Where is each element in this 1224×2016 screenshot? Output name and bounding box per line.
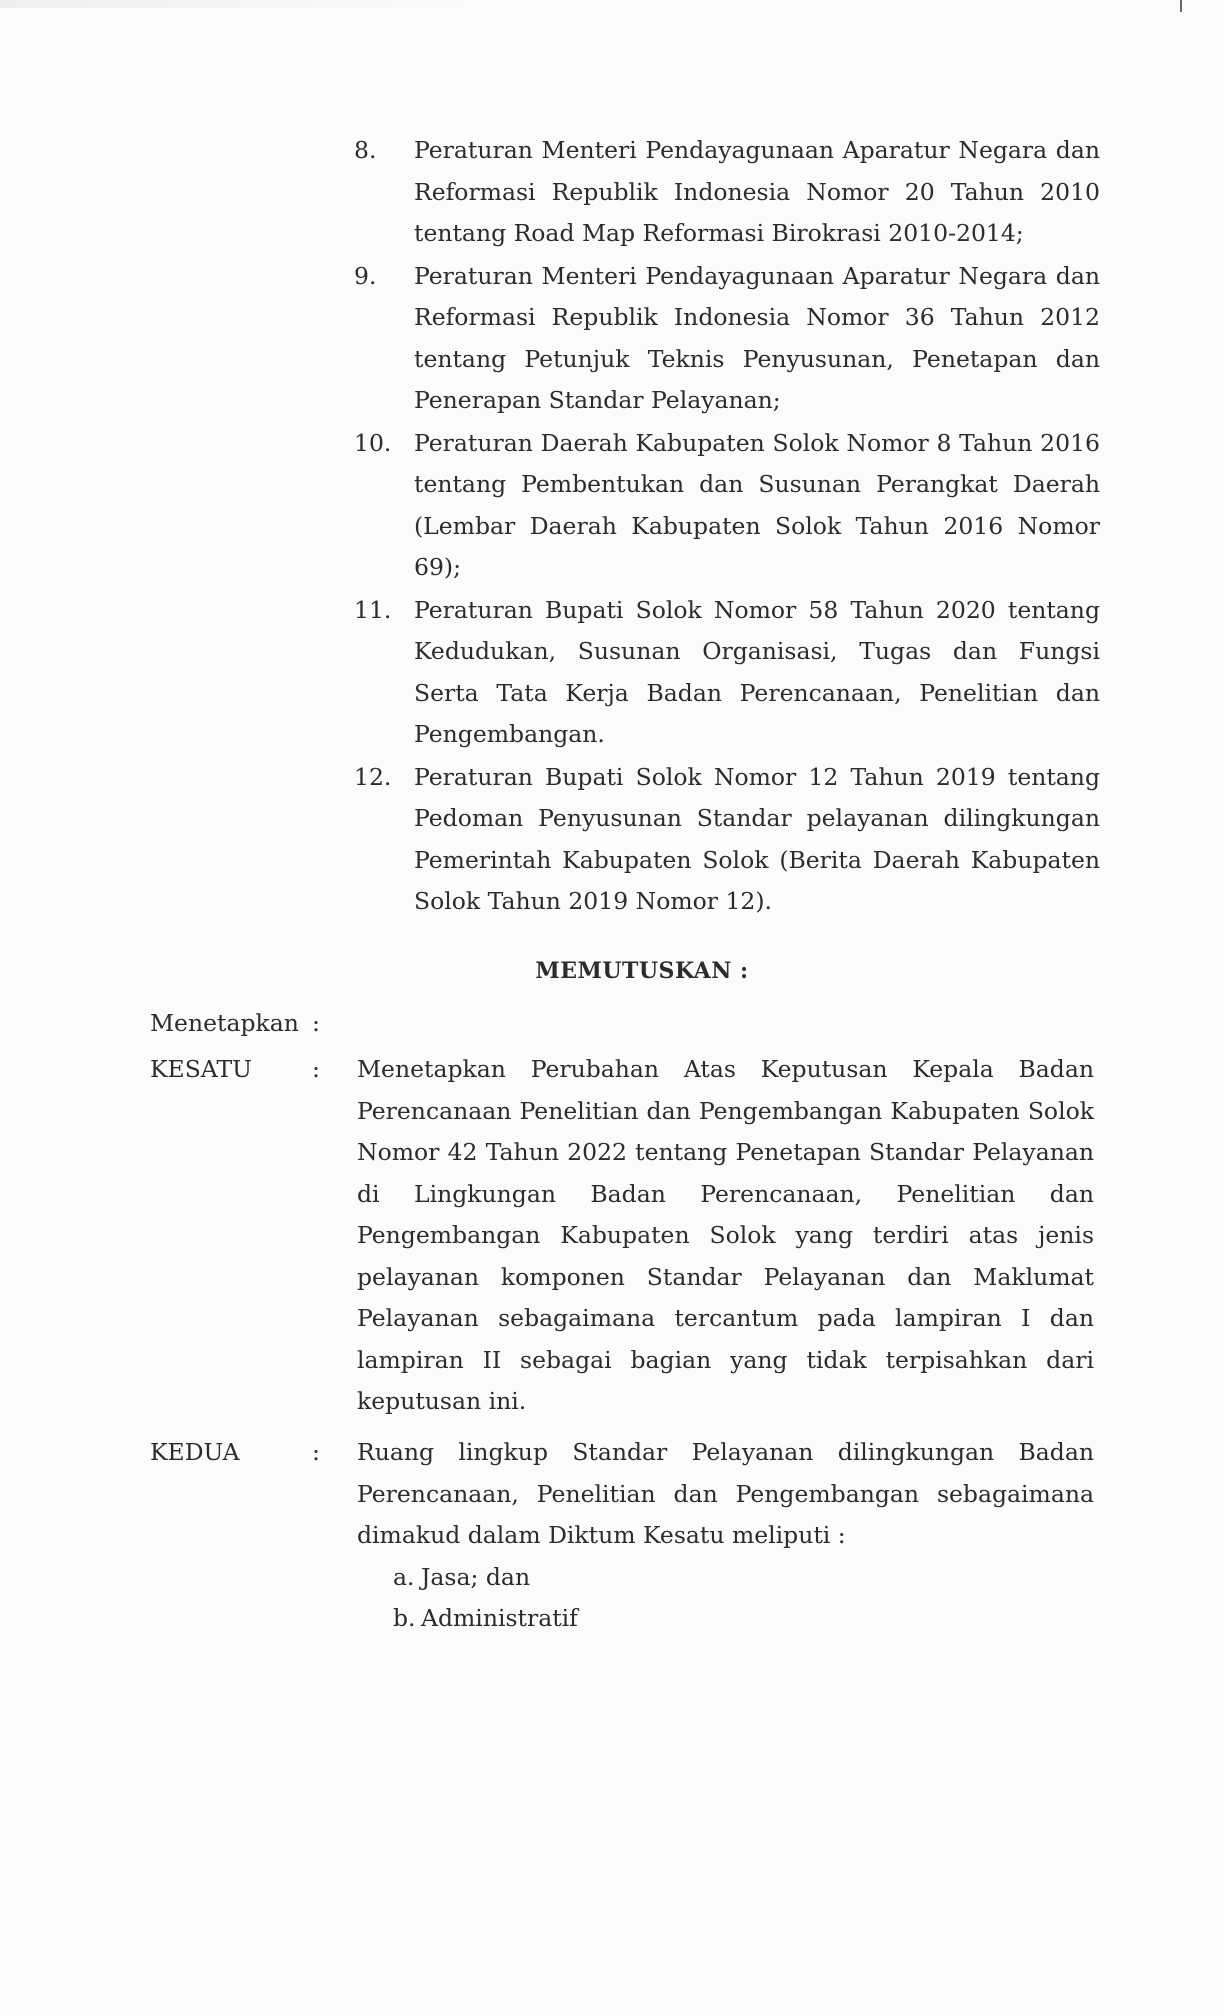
kedua-text: Ruang lingkup Standar Pelayanan dilingkungan Badan Perencanaan, Penelitian dan Pengembangan sebagaimana dimakud dalam Diktum Kesatu meliputi : [357,1438,1094,1549]
menetapkan-label: Menetapkan [150,1009,299,1037]
legal-basis-list [354,130,1100,924]
legal-basis-number: 8. [354,136,377,164]
legal-basis-number: 10. [354,428,392,457]
scope-marker: a. [393,1562,415,1591]
legal-basis-item-10 [354,423,1100,589]
scope-marker: b. [393,1604,416,1632]
kedua-body [357,1432,1094,1640]
legal-basis-item-8 [354,130,1100,255]
legal-basis-text: Peraturan Menteri Pendayagunaan Aparatur Negara dan Reformasi Republik Indonesia Nomor 36 Tahun 2012 tentang Petunjuk Teknis Penyusunan, Penetapan dan Penerapan Standar Pelayanan; [414,261,1100,414]
menetapkan-row [0,1003,1224,1045]
legal-basis-item-11 [354,590,1100,756]
legal-basis-text: Peraturan Bupati Solok Nomor 12 Tahun 2019 tentang Pedoman Penyusunan Standar pelayanan dilingkungan Pemerintah Kabupaten Solok (Berita Daerah Kabupaten Solok Tahun 2019 Nomor 12). [414,762,1100,915]
scope-text: Administratif [421,1604,578,1632]
kedua-colon: : [312,1438,320,1466]
scan-edge-mark [1180,0,1182,12]
legal-basis-number: 11. [354,595,392,624]
kesatu-label: KESATU [150,1055,252,1083]
scope-item-b [357,1598,1094,1640]
scan-edge-shadow [0,0,480,8]
decision-heading [0,958,1224,984]
legal-basis-text: Peraturan Menteri Pendayagunaan Aparatur Negara dan Reformasi Republik Indonesia Nomor 20 Tahun 2010 tentang Road Map Reformasi Birokrasi 2010-2014; [414,136,1100,247]
legal-basis-text: Peraturan Daerah Kabupaten Solok Nomor 8 Tahun 2016 tentang Pembentukan dan Susunan Perangkat Daerah (Lembar Daerah Kabupaten Solok Tahun 2016 Nomor 69); [414,428,1100,581]
kesatu-row [0,1049,1224,1429]
decision-heading-text: MEMUTUSKAN : [535,958,749,984]
scope-text: Jasa; dan [421,1562,531,1591]
legal-basis-number: 12. [354,762,392,791]
kedua-row [0,1432,1224,1652]
kedua-label: KEDUA [150,1438,240,1466]
kesatu-colon: : [312,1055,320,1083]
legal-basis-item-12 [354,757,1100,923]
kesatu-text: Menetapkan Perubahan Atas Keputusan Kepala Badan Perencanaan Penelitian dan Pengembangan Kabupaten Solok Nomor 42 Tahun 2022 tentang Penetapan Standar Pelayanan di Lingkungan Badan Perencanaan, Penelitian dan Pengembangan Kabupaten Solok yang terdiri atas jenis pelayanan komponen Standar Pelayanan dan Maklumat Pelayanan sebagaimana tercantum pada lampiran I dan lampiran II sebagai bagian yang tidak terpisahkan dari keputusan ini. [357,1055,1094,1415]
legal-basis-number: 9. [354,261,377,290]
scope-list [357,1557,1094,1640]
menetapkan-colon: : [312,1009,320,1037]
legal-basis-item-9 [354,256,1100,422]
scope-item-a [357,1557,1094,1599]
legal-basis-text: Peraturan Bupati Solok Nomor 58 Tahun 2020 tentang Kedudukan, Susunan Organisasi, Tugas dan Fungsi Serta Tata Kerja Badan Perencanaan, Penelitian dan Pengembangan. [414,595,1100,748]
